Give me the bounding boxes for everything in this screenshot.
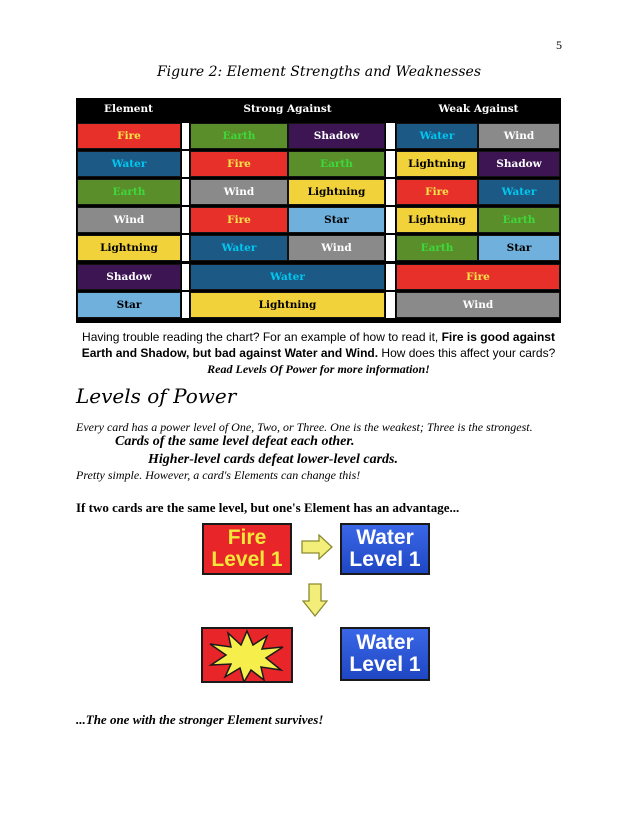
chart-cell-fire: Fire <box>190 207 288 233</box>
chart-gap <box>386 292 395 318</box>
chart-cell-wind: Wind <box>190 179 288 205</box>
chart-gap <box>386 235 395 261</box>
caption-text-2: How does this affect your cards? <box>378 346 556 360</box>
chart-cell-star: Star <box>288 207 385 233</box>
chart-cell-fire: Fire <box>396 179 478 205</box>
chart-cell-earth: Earth <box>77 179 181 205</box>
water-card-bottom-line1: Water <box>356 631 414 654</box>
chart-gap <box>386 123 395 149</box>
chart-header-strong: Strong Against <box>243 103 332 115</box>
chart-header-element: Element <box>104 103 153 115</box>
chart-cell-star: Star <box>77 292 181 318</box>
chart-cell-wind: Wind <box>396 292 560 318</box>
explosion-card-icon <box>201 627 293 683</box>
advantage-text: If two cards are the same level, but one's Element has an advantage... <box>76 500 460 515</box>
caption-italic: Read Levels Of Power for more information! <box>207 362 430 376</box>
chart-cell-shadow: Shadow <box>288 123 385 149</box>
chart-gap <box>182 292 189 318</box>
chart-gap <box>182 123 189 149</box>
chart-gap <box>386 207 395 233</box>
water-card-top-line2: Level 1 <box>349 548 421 571</box>
water-card-bottom <box>340 627 430 681</box>
chart-gap <box>386 179 395 205</box>
caption-bold: Fire is good against Earth and Shadow, but bad against Water and Wind. <box>81 330 555 360</box>
chart-header-weak: Weak Against <box>438 103 519 115</box>
chart-cell-wind: Wind <box>478 123 560 149</box>
chart-cell-earth: Earth <box>288 151 385 177</box>
chart-cell-lightning: Lightning <box>288 179 385 205</box>
caption-text-1: Having trouble reading the chart? For an example of how to read it, <box>82 330 442 344</box>
levels-line-2: Pretty simple. However, a card's Elements can change this! <box>76 468 361 482</box>
levels-line-1: Every card has a power level of One, Two, or Three. One is the weakest; Three is the strongest. <box>76 420 533 434</box>
page-number: 5 <box>556 38 562 52</box>
chart-gap <box>386 151 395 177</box>
chart-gap <box>182 151 189 177</box>
chart-cell-earth: Earth <box>478 207 560 233</box>
chart-cell-shadow: Shadow <box>478 151 560 177</box>
levels-rule-2: Higher-level cards defeat lower-level cards. <box>148 452 398 467</box>
chart-gap <box>182 264 189 290</box>
chart-gap <box>182 207 189 233</box>
fire-card <box>202 523 292 575</box>
chart-cell-lightning: Lightning <box>396 151 478 177</box>
chart-cell-shadow: Shadow <box>77 264 181 290</box>
chart-cell-fire: Fire <box>77 123 181 149</box>
chart-cell-lightning: Lightning <box>396 207 478 233</box>
chart-gap <box>386 264 395 290</box>
chart-caption <box>76 329 561 377</box>
section-heading: Levels of Power <box>76 384 237 408</box>
levels-rule-1: Cards of the same level defeat each other. <box>115 434 355 449</box>
conclusion-text: ...The one with the stronger Element survives! <box>76 712 324 727</box>
chart-cell-star: Star <box>478 235 560 261</box>
chart-cell-water: Water <box>396 123 478 149</box>
chart-cell-water: Water <box>77 151 181 177</box>
water-card-top-line1: Water <box>356 526 414 549</box>
chart-cell-wind: Wind <box>288 235 385 261</box>
fire-card-line1: Fire <box>227 526 267 549</box>
chart-cell-lightning: Lightning <box>77 235 181 261</box>
chart-cell-earth: Earth <box>190 123 288 149</box>
figure-title: Figure 2: Element Strengths and Weaknesses <box>156 64 482 80</box>
chart-cell-fire: Fire <box>190 151 288 177</box>
right-arrow-icon <box>301 534 333 560</box>
water-card-top <box>340 523 430 575</box>
fire-card-line2: Level 1 <box>211 548 283 571</box>
water-card-bottom-line2: Level 1 <box>349 653 421 676</box>
chart-cell-wind: Wind <box>77 207 181 233</box>
chart-cell-water: Water <box>190 264 385 290</box>
chart-cell-earth: Earth <box>396 235 478 261</box>
chart-gap <box>182 235 189 261</box>
down-arrow-icon <box>302 583 328 617</box>
chart-gap <box>182 179 189 205</box>
chart-cell-water: Water <box>478 179 560 205</box>
chart-cell-lightning: Lightning <box>190 292 385 318</box>
chart-cell-fire: Fire <box>396 264 560 290</box>
chart-cell-water: Water <box>190 235 288 261</box>
element-chart <box>76 98 561 323</box>
